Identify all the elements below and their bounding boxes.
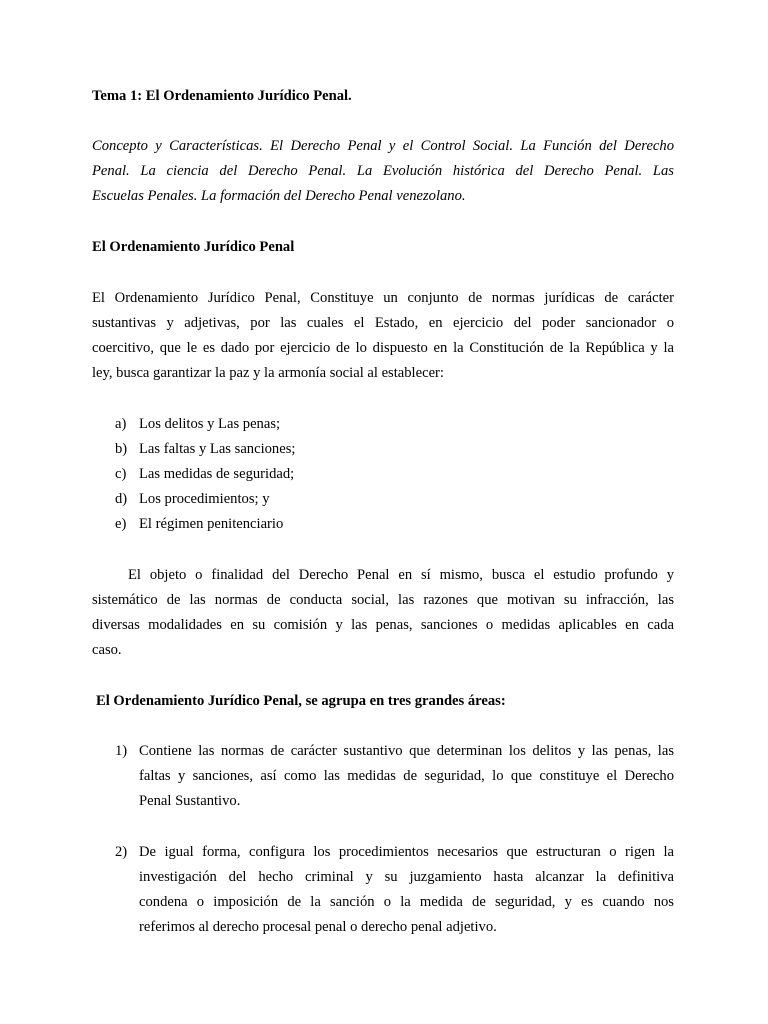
list-item-text: Los procedimientos; y bbox=[139, 491, 270, 507]
list-item-text: Las medidas de seguridad; bbox=[139, 466, 295, 482]
paragraph-line: El objeto o finalidad del Derecho Penal en sí mismo, busca el estudio profundo y bbox=[128, 567, 674, 583]
paragraph-line: diversas modalidades en su comisión y las penas, sanciones o medidas aplicables en cada bbox=[92, 617, 674, 633]
paragraph-line: coercitivo, que le es dado por ejercicio de lo dispuesto en la Constitución de la República y la bbox=[92, 340, 674, 356]
paragraph-line: sistemático de las normas de conducta social, las razones que motivan su infracción, las bbox=[92, 592, 674, 608]
numbered-item-line: Penal Sustantivo. bbox=[139, 793, 241, 809]
list-marker: 2) bbox=[115, 844, 128, 860]
list-marker: e) bbox=[115, 516, 127, 532]
list-marker: b) bbox=[115, 441, 128, 457]
section-heading: El Ordenamiento Jurídico Penal bbox=[92, 239, 295, 255]
subtitle-line: Concepto y Características. El Derecho Penal y el Control Social. La Función del Derecho bbox=[92, 138, 674, 154]
list-marker: a) bbox=[115, 416, 127, 432]
numbered-item-line: condena o imposición de la sanción o la medida de seguridad, y es cuando nos bbox=[139, 894, 674, 910]
subtitle-line: Penal. La ciencia del Derecho Penal. La Evolución histórica del Derecho Penal. Las bbox=[92, 163, 674, 179]
paragraph-line: ley, busca garantizar la paz y la armonía social al establecer: bbox=[92, 365, 444, 381]
numbered-item-line: Contiene las normas de carácter sustantivo que determinan los delitos y las penas, las bbox=[139, 743, 674, 759]
numbered-item-line: faltas y sanciones, así como las medidas de seguridad, lo que constituye el Derecho bbox=[139, 768, 674, 784]
paragraph-line: El Ordenamiento Jurídico Penal, Constituye un conjunto de normas jurídicas de carácter bbox=[92, 290, 674, 306]
document-title: Tema 1: El Ordenamiento Jurídico Penal. bbox=[92, 88, 352, 104]
list-item-text: Las faltas y Las sanciones; bbox=[139, 441, 296, 457]
list-marker: d) bbox=[115, 491, 128, 507]
numbered-item-line: De igual forma, configura los procedimientos necesarios que estructuran o rigen la bbox=[139, 844, 674, 860]
numbered-item-line: referimos al derecho procesal penal o derecho penal adjetivo. bbox=[139, 919, 497, 935]
numbered-item-line: investigación del hecho criminal y su juzgamiento hasta alcanzar la definitiva bbox=[139, 869, 674, 885]
subtitle-line: Escuelas Penales. La formación del Derecho Penal venezolano. bbox=[92, 188, 466, 204]
paragraph-line: caso. bbox=[92, 642, 122, 658]
list-marker: c) bbox=[115, 466, 127, 482]
section-heading: El Ordenamiento Jurídico Penal, se agrupa en tres grandes áreas: bbox=[96, 693, 506, 709]
list-item-text: El régimen penitenciario bbox=[139, 516, 284, 532]
list-marker: 1) bbox=[115, 743, 128, 759]
list-item-text: Los delitos y Las penas; bbox=[139, 416, 281, 432]
paragraph-line: sustantivas y adjetivas, por las cuales el Estado, en ejercicio del poder sancionador o bbox=[92, 315, 674, 331]
